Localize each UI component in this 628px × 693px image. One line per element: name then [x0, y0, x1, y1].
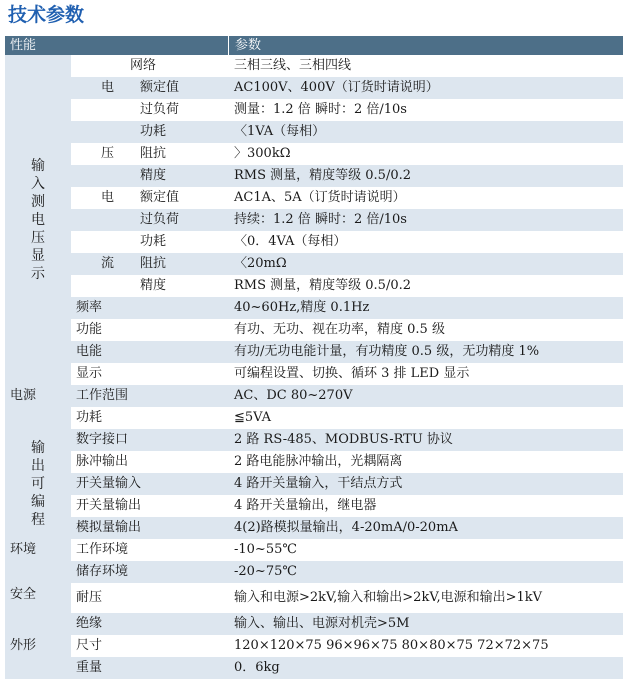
value-weight: 0．6kg	[234, 660, 280, 675]
label-frequency: 频率	[76, 300, 103, 315]
label-supply-power-consumption: 功耗	[76, 410, 103, 425]
group-environment: 环境	[5, 539, 71, 583]
value-insulation: 输入、输出、电源对机壳>5M	[234, 616, 410, 631]
value-current-impedance: 〈20mΩ	[234, 256, 287, 271]
label-current-impedance: 阻抗	[140, 256, 167, 271]
group-appearance: 外形	[5, 635, 71, 679]
value-current-power-consumption: 〈0．4VA（每相）	[234, 234, 347, 249]
label-pulse-output: 脉冲输出	[76, 454, 129, 469]
group-voltage-bottom: 压	[101, 146, 115, 161]
value-power: 有功、无功、视在功率，精度 0.5 级	[234, 322, 445, 337]
group-power-supply: 电源	[5, 385, 71, 429]
label-voltage-rated: 额定值	[140, 80, 180, 95]
spec-table	[5, 36, 623, 691]
label-voltage-overload: 过负荷	[140, 102, 180, 117]
group-input-display: 输 入 测 电 压 显 示	[5, 55, 71, 385]
label-voltage-accuracy: 精度	[140, 168, 167, 183]
label-current-rated: 额定值	[140, 190, 180, 205]
value-voltage-overload: 测量：1.2 倍 瞬时：2 倍/10s	[234, 102, 407, 117]
value-display: 可编程设置、切换、循环 3 排 LED 显示	[234, 366, 470, 381]
label-storage-environment: 储存环境	[76, 564, 129, 579]
label-energy: 电能	[76, 344, 103, 359]
value-current-accuracy: RMS 测量，精度等级 0.5/0.2	[234, 278, 411, 293]
value-supply-power-consumption: ≦5VA	[234, 410, 272, 425]
label-current-overload: 过负荷	[140, 212, 180, 227]
value-withstand-voltage: 输入和电源>2kV,输入和输出>2kV,电源和输出>1kV	[234, 590, 543, 605]
value-network: 三相三线、三相四线	[234, 58, 352, 73]
value-pulse-output: 2 路电能脉冲输出，光耦隔离	[234, 454, 403, 469]
label-voltage-power-consumption: 功耗	[140, 124, 167, 139]
label-current-accuracy: 精度	[140, 278, 167, 293]
value-current-overload: 持续：1.2 倍 瞬时：2 倍/10s	[234, 212, 407, 227]
value-voltage-accuracy: RMS 测量，精度等级 0.5/0.2	[234, 168, 411, 183]
header-performance: 性能	[5, 36, 228, 55]
label-dimensions: 尺寸	[76, 638, 103, 653]
value-energy: 有功/无功电能计量，有功精度 0.5 级，无功精度 1%	[234, 344, 540, 359]
value-dimensions: 120×120×75 96×96×75 80×80×75 72×72×75	[234, 638, 549, 653]
label-weight: 重量	[76, 660, 103, 675]
group-programmable-output: 输 出 可 编 程	[5, 429, 71, 539]
label-switch-output: 开关量输出	[76, 498, 142, 513]
value-switch-output: 4 路开关量输出，继电器	[234, 498, 377, 513]
label-display: 显示	[76, 366, 103, 381]
value-voltage-rated: AC100V、400V（订货时请说明）	[234, 80, 439, 95]
label-switch-input: 开关量输入	[76, 476, 142, 491]
label-power: 功能	[76, 322, 103, 337]
label-working-range: 工作范围	[76, 388, 129, 403]
value-frequency: 40~60Hz,精度 0.1Hz	[234, 300, 370, 315]
label-insulation: 绝缘	[76, 616, 103, 631]
value-switch-input: 4 路开关量输入，干结点方式	[234, 476, 403, 491]
label-analog-output: 模拟量输出	[76, 520, 142, 535]
label-current-power-consumption: 功耗	[140, 234, 167, 249]
label-operating-environment: 工作环境	[76, 542, 129, 557]
value-storage-environment: -20~75℃	[234, 564, 297, 579]
group-blank	[71, 55, 135, 77]
value-operating-environment: -10~55℃	[234, 542, 297, 557]
value-current-rated: AC1A、5A（订货时请说明）	[234, 190, 406, 205]
value-voltage-impedance: 〉300kΩ	[234, 146, 291, 161]
value-voltage-power-consumption: 〈1VA（每相）	[234, 124, 326, 139]
group-safety: 安全	[5, 583, 71, 635]
group-voltage-top: 电	[101, 80, 115, 95]
label-withstand-voltage: 耐压	[76, 590, 103, 605]
value-analog-output: 4(2)路模拟量输出，4-20mA/0-20mA	[234, 520, 458, 535]
header-parameters: 参数	[229, 36, 623, 55]
group-current-bottom: 流	[101, 256, 115, 271]
label-voltage-impedance: 阻抗	[140, 146, 167, 161]
value-working-range: AC、DC 80~270V	[234, 388, 353, 403]
label-network: 网络	[130, 58, 157, 73]
value-digital-interface: 2 路 RS-485、MODBUS-RTU 协议	[234, 432, 453, 447]
group-current-top: 电	[101, 190, 115, 205]
label-digital-interface: 数字接口	[76, 432, 129, 447]
page-title: 技术参数	[8, 4, 85, 26]
